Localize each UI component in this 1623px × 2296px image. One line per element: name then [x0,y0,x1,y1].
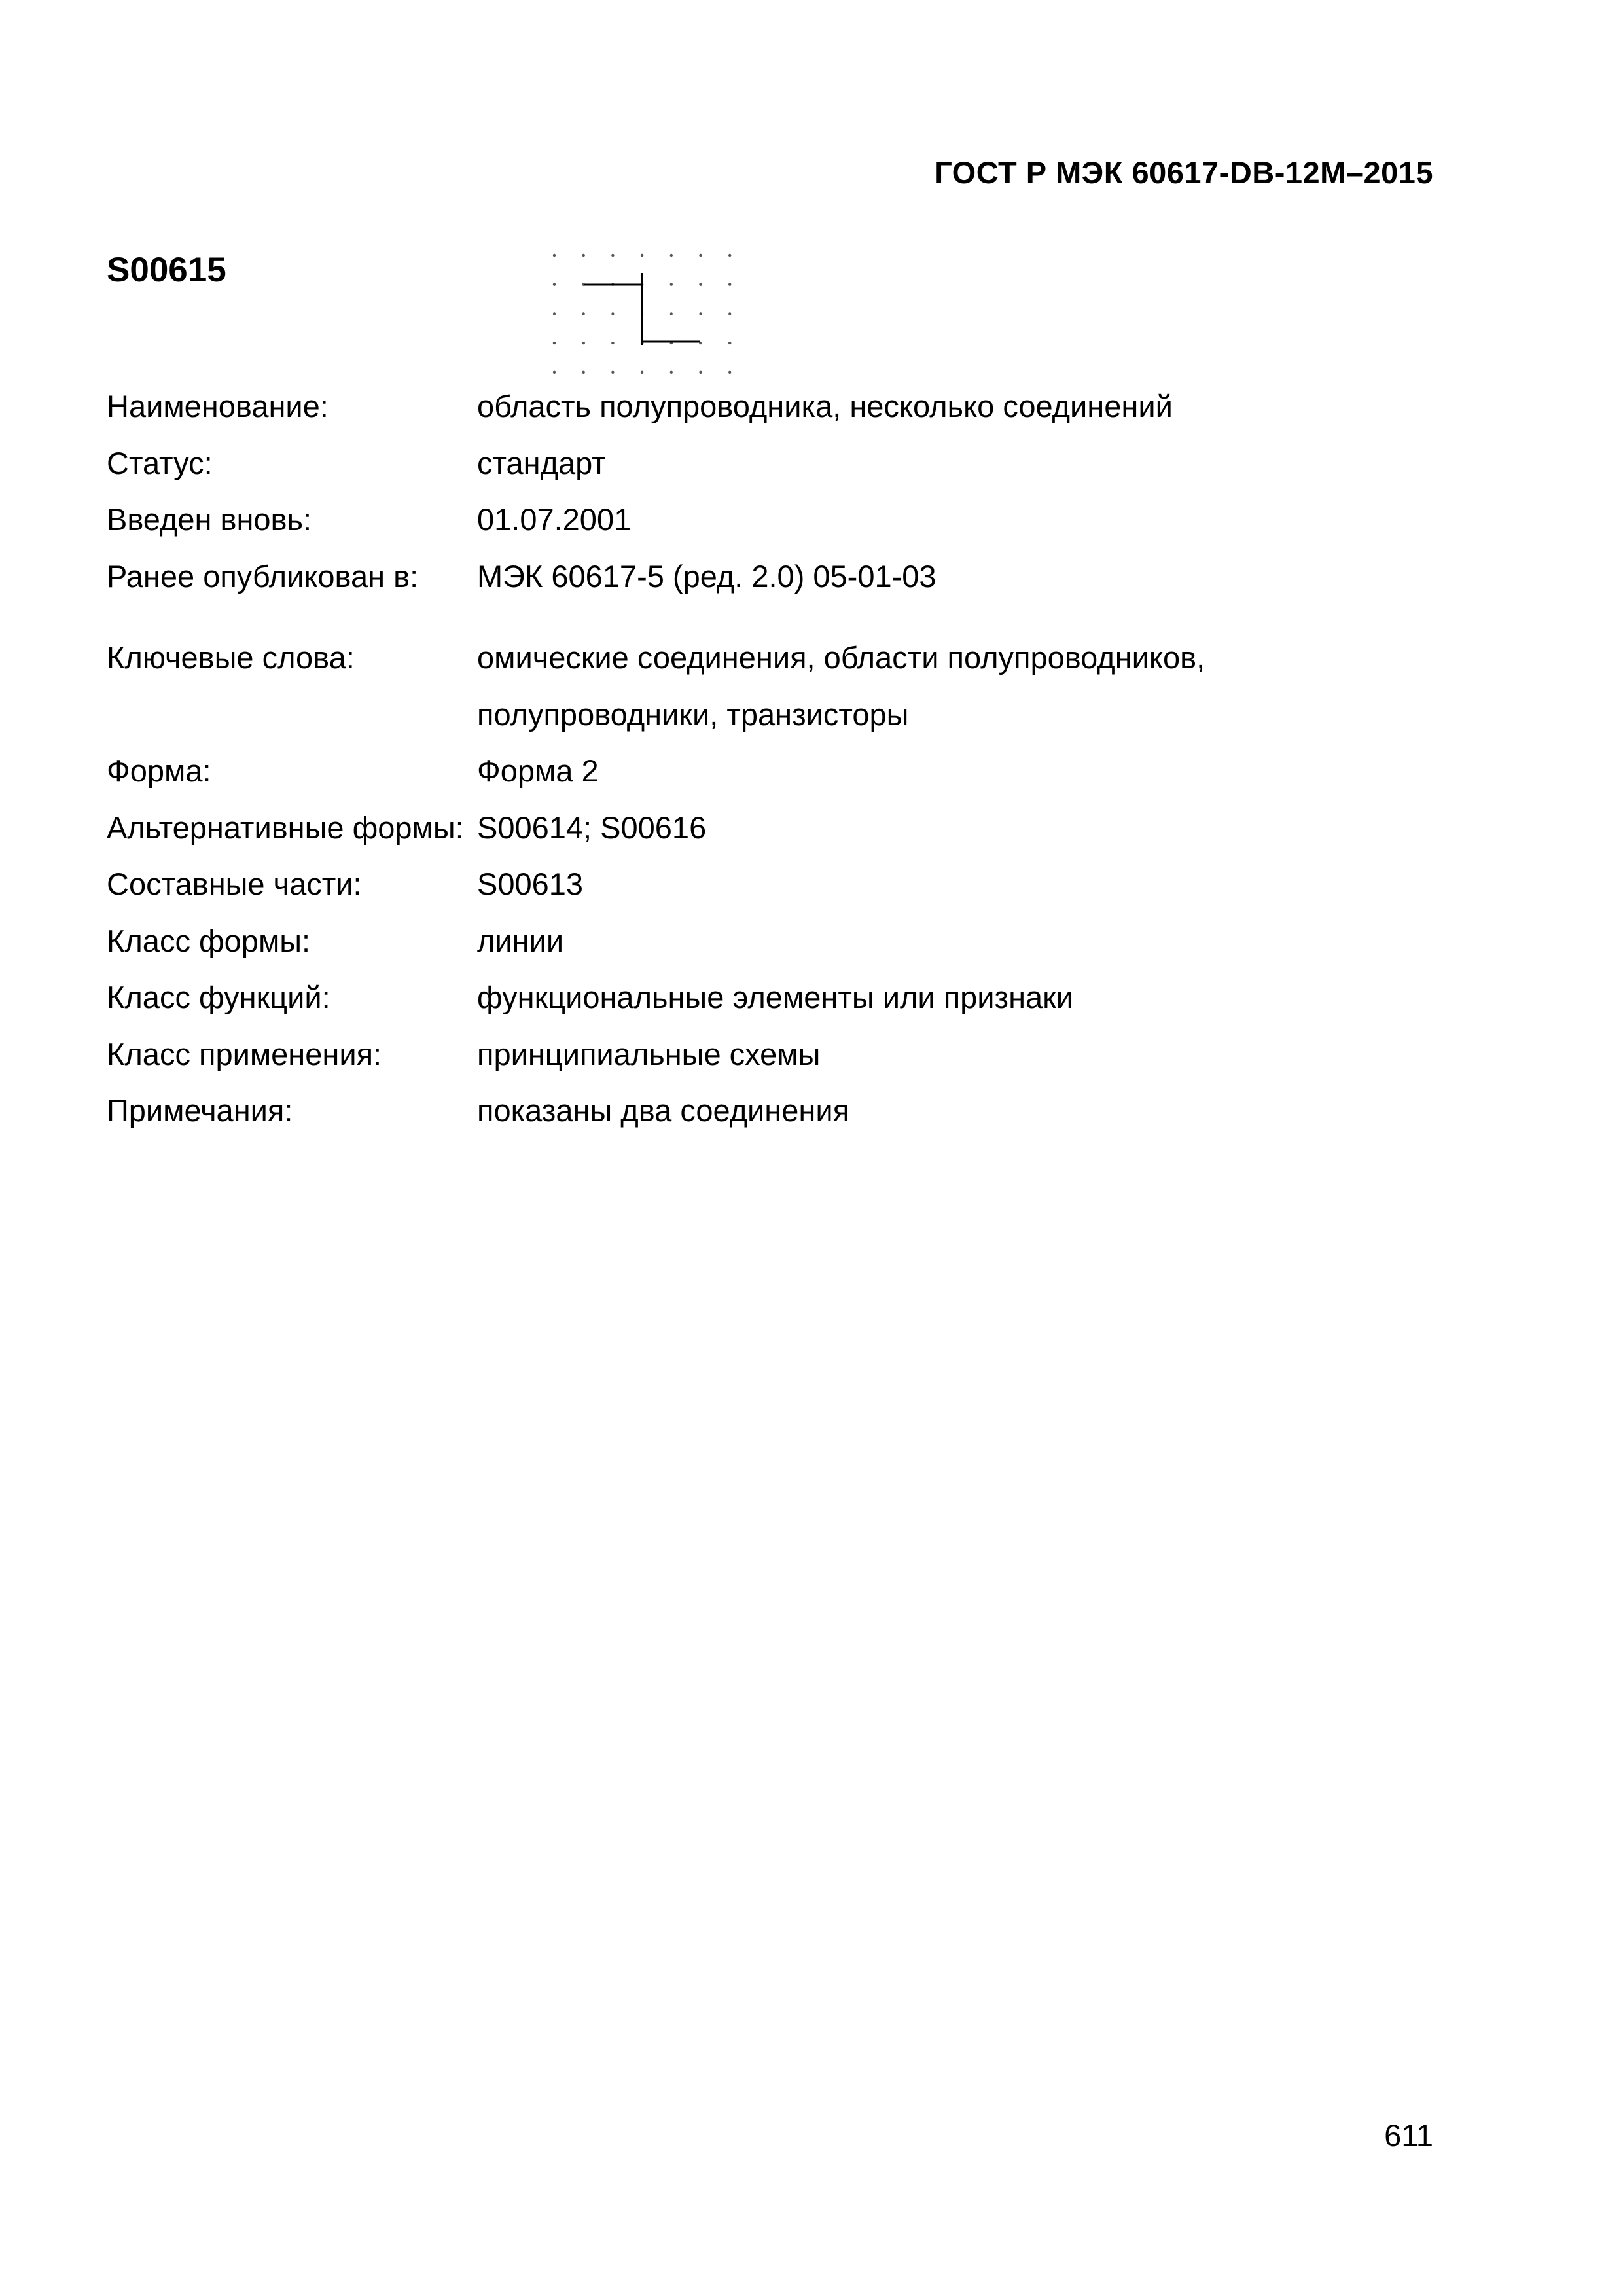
semiconductor-region-symbol [543,249,746,380]
grid-dot [553,283,556,286]
grid-dot [670,371,673,374]
grid-dot [611,342,614,344]
property-label: Введен вновь: [107,502,312,537]
grid-dot [728,371,731,374]
property-row-introduced [107,492,1442,548]
symbol-lines [584,273,700,345]
grid-dot [699,283,702,286]
property-label: Ключевые слова: [107,640,355,675]
property-row-keywords [107,630,1442,743]
grid-dot [641,371,643,374]
property-label: Класс функций: [107,980,330,1014]
grid-dot [728,342,731,344]
property-row-form [107,743,1442,800]
property-label: Статус: [107,445,213,480]
property-row-alternative-forms [107,800,1442,857]
property-value: 01.07.2001 [477,502,632,537]
property-label: Ранее опубликован в: [107,558,419,594]
property-label: Составные части: [107,867,362,901]
property-row-function-class [107,969,1442,1026]
grid-dot [553,254,556,257]
grid-dot [728,312,731,315]
property-row-components [107,856,1442,913]
property-label: Класс формы: [107,923,311,958]
property-row-name [107,378,1442,435]
grid-dot [699,371,702,374]
property-label: Наименование: [107,389,329,423]
grid-dot [611,254,614,257]
grid-dot [553,371,556,374]
property-value: показаны два соединения [477,1093,850,1128]
property-value: принципиальные схемы [477,1036,821,1071]
grid-dot [641,254,643,257]
grid-dot [728,254,731,257]
properties-list [107,378,1442,1139]
property-value: S00614; S00616 [477,810,707,845]
property-value: МЭК 60617-5 (ред. 2.0) 05-01-03 [477,558,936,594]
grid-dot [582,312,585,315]
symbol-id: S00615 [107,251,226,289]
grid-dot [699,312,702,315]
standard-designation: ГОСТ Р МЭК 60617-DB-12M–2015 [935,155,1433,190]
property-label: Примечания: [107,1093,293,1128]
grid-dot [582,371,585,374]
property-value: Форма 2 [477,753,599,788]
grid-dot [553,342,556,344]
property-row-application-class [107,1026,1442,1083]
grid-dot [728,283,731,286]
grid-dot [611,371,614,374]
grid-dot [582,342,585,344]
grid-dot [670,254,673,257]
property-label: Класс применения: [107,1036,382,1071]
property-row-form-class [107,913,1442,970]
grid-dot [611,312,614,315]
property-value: S00613 [477,867,584,901]
property-value: стандарт [477,445,606,480]
grid-dot [582,254,585,257]
page-number: 611 [1384,2118,1433,2153]
property-row-notes [107,1083,1442,1139]
grid-dot [670,312,673,315]
property-label: Альтернативные формы: [107,810,464,845]
property-value: линии [477,923,564,958]
property-value: область полупроводника, несколько соединений [477,389,1173,423]
grid-dot [553,312,556,315]
property-row-status [107,435,1442,492]
property-value: омические соединения, области полупроводников, полупроводники, транзисторы [477,640,1205,732]
property-row-previously-published [107,548,1442,605]
grid-dot [670,283,673,286]
grid-dot [699,254,702,257]
property-label: Форма: [107,753,211,788]
property-value: функциональные элементы или признаки [477,980,1073,1014]
